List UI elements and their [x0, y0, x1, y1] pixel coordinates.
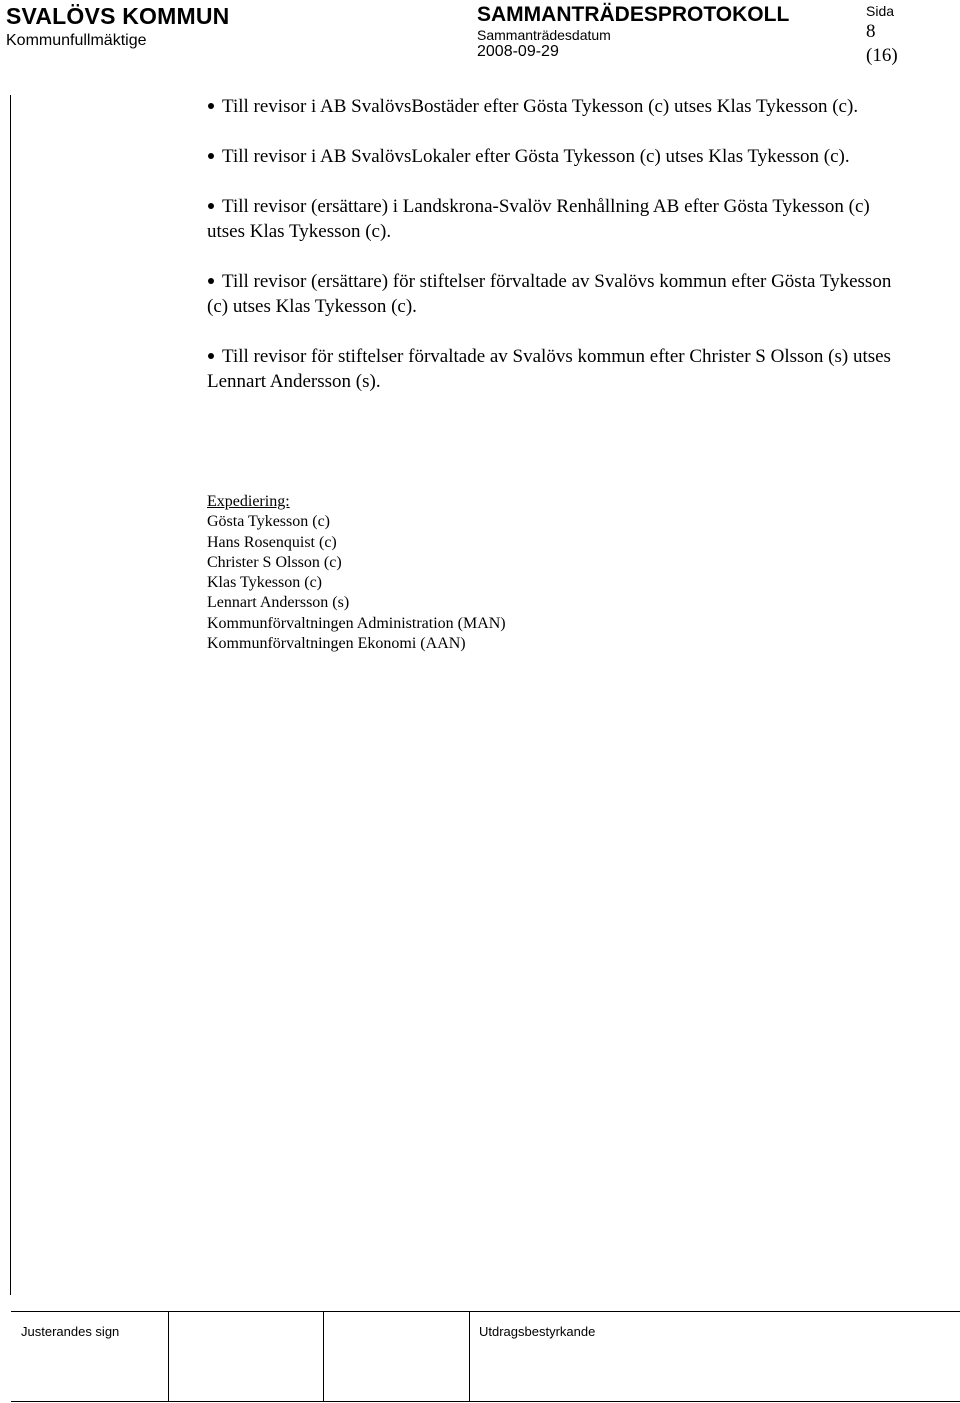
list-item	[207, 144, 907, 169]
date-value: 2008-09-29	[477, 43, 559, 60]
footer-divider	[469, 1312, 470, 1401]
list-item	[207, 344, 907, 394]
bullet-icon	[208, 278, 214, 284]
expediering-block	[207, 492, 506, 654]
decision-text: Till revisor för stiftelser förvaltade av Svalövs kommun efter Christer S Olsson (s) utses Lennart Andersson (s).	[207, 346, 891, 392]
decision-text: Till revisor i AB SvalövsLokaler efter Gösta Tykesson (c) utses Klas Tykesson (c).	[222, 146, 850, 167]
utdragsbestyrkande-label: Utdragsbestyrkande	[479, 1324, 596, 1339]
document-type: SAMMANTRÄDESPROTOKOLL	[477, 3, 790, 26]
decision-text: Till revisor (ersättare) i Landskrona-Svalöv Renhållning AB efter Gösta Tykesson (c) utses Klas Tykesson (c).	[207, 196, 870, 242]
recipient: Klas Tykesson (c)	[207, 574, 323, 592]
recipient: Hans Rosenquist (c)	[207, 533, 337, 551]
expediering-heading: Expediering:	[207, 493, 290, 510]
page-total: (16)	[866, 45, 898, 66]
recipient: Christer S Olsson (c)	[207, 553, 342, 571]
footer-divider	[168, 1312, 169, 1401]
recipient: Gösta Tykesson (c)	[207, 513, 331, 531]
footer-divider	[323, 1312, 324, 1401]
decision-text: Till revisor (ersättare) för stiftelser förvaltade av Svalövs kommun efter Gösta Tykesson (c) utses Klas Tykesson (c).	[207, 271, 892, 317]
decision-text: Till revisor i AB SvalövsBostäder efter Gösta Tykesson (c) utses Klas Tykesson (c).	[222, 96, 859, 117]
page-label: Sida	[866, 3, 895, 19]
signature-footer	[11, 1311, 960, 1402]
org-name: SVALÖVS KOMMUN	[6, 3, 230, 29]
date-label: Sammanträdesdatum	[477, 27, 611, 43]
justerandes-sign-label: Justerandes sign	[21, 1324, 120, 1339]
recipient: Kommunförvaltningen Ekonomi (AAN)	[207, 635, 466, 653]
page-number: 8	[866, 21, 876, 42]
bullet-icon	[208, 203, 214, 209]
left-margin-rule	[10, 95, 11, 1295]
bullet-icon	[208, 353, 214, 359]
list-item	[207, 269, 907, 319]
bullet-icon	[208, 153, 214, 159]
org-unit: Kommunfullmäktige	[6, 32, 147, 49]
decision-list	[207, 94, 907, 419]
list-item	[207, 194, 907, 244]
recipient: Lennart Andersson (s)	[207, 594, 350, 612]
bullet-icon	[208, 103, 214, 109]
recipient: Kommunförvaltningen Administration (MAN)	[207, 614, 506, 632]
list-item	[207, 94, 907, 119]
